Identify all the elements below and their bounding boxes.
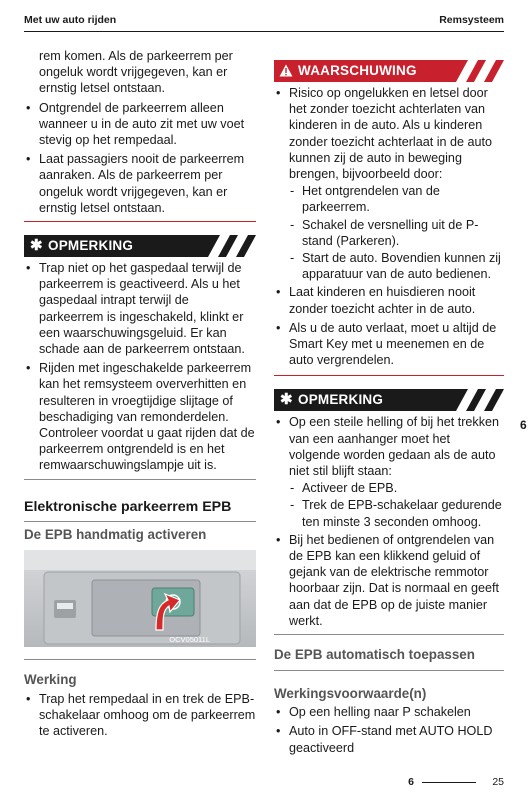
footer-rule bbox=[422, 782, 476, 783]
image-rule bbox=[24, 659, 256, 660]
warning-item-text: Risico op ongelukken en letsel door het zonder toezicht achterlaten van kinderen in de auto. Als u kinderen zonder toezicht achterlaat in de auto kunnen zij de auto in beweging brengen, bijvoorbeeld door: bbox=[289, 86, 493, 182]
note-end-rule bbox=[24, 479, 256, 480]
left-column bbox=[24, 48, 256, 739]
dash-item: - Het ontgrendelen van de parkeerrem. bbox=[289, 183, 504, 215]
note-end-rule bbox=[274, 634, 504, 635]
header-rule bbox=[24, 31, 504, 32]
footer-chapter: 6 bbox=[408, 776, 414, 788]
section-title-auto: De EPB automatisch toepassen bbox=[274, 647, 475, 663]
note-header bbox=[24, 235, 256, 257]
list-item: • Rijden met ingeschakelde parkeerrem kan het remsysteem oververhitten en resulteren in vroegtijdige slijtage of beschadiging van remonderdelen. Controleer voordat u gaat rijden dat de parkeerrem ontgrendeld is en het remwaarschuwingslampje uit is. bbox=[24, 360, 256, 473]
warning-triangle-icon bbox=[279, 64, 293, 77]
werking-title: Werking bbox=[24, 671, 77, 687]
warning-continuation-list bbox=[24, 48, 256, 216]
note-list bbox=[274, 414, 504, 629]
warning-dash-list bbox=[289, 183, 504, 282]
conditions-list bbox=[274, 704, 504, 756]
stripes-decoration bbox=[200, 235, 256, 257]
note-title: OPMERKING bbox=[48, 238, 134, 254]
dash-item: - Start de auto. Bovendien kunnen zij apparatuur van de auto bedienen. bbox=[289, 250, 504, 282]
warning-header bbox=[274, 60, 504, 82]
note-title: OPMERKING bbox=[298, 392, 384, 408]
stripes-decoration bbox=[448, 389, 504, 411]
warning-end-rule bbox=[24, 221, 256, 222]
section-title-epb: Elektronische parkeerrem EPB bbox=[24, 498, 232, 515]
chapter-side-tab: 6 bbox=[520, 418, 527, 432]
list-item: • Op een helling naar P schakelen bbox=[274, 704, 504, 720]
section-rule bbox=[274, 670, 504, 671]
list-item: • Ontgrendel de parkeerrem alleen wanneer u in de auto zit met uw voet stevig op het rempedaal. bbox=[24, 100, 256, 149]
section-rule bbox=[24, 521, 256, 522]
note-header bbox=[274, 389, 504, 411]
list-item bbox=[274, 414, 504, 529]
footer-page-number: 25 bbox=[492, 776, 504, 788]
asterisk-icon: ✱ bbox=[30, 237, 43, 255]
list-item: • Trap het rempedaal in en trek de EPB-schakelaar omhoog om de parkeerrem te activeren. bbox=[24, 691, 256, 740]
list-item bbox=[274, 85, 504, 282]
header-section-right: Remsysteem bbox=[439, 14, 504, 26]
list-item: • Trap niet op het gaspedaal terwijl de parkeerrem is geactiveerd. Als u het gaspedaal intrapt terwijl de parkeerrem is ingeschakeld, klinkt er een waarschuwingsgeluid. Er kan schade aan de parkeerrem ontstaan. bbox=[24, 260, 256, 357]
list-item: • Laat kinderen en huisdieren nooit zonder toezicht achter in de auto. bbox=[274, 284, 504, 316]
warning-end-rule bbox=[274, 375, 504, 376]
dash-item: - Trek de EPB-schakelaar gedurende ten minste 3 seconden omhoog. bbox=[289, 497, 504, 529]
asterisk-icon: ✱ bbox=[280, 391, 293, 409]
list-item: • Bij het bedienen of ontgrendelen van de EPB kan een klikkend geluid of gejank van de elektrische remmotor hoorbaar zijn. Dat is normaal en geeft aan dat de EPB op de juiste manier werkt. bbox=[274, 532, 504, 629]
list-item: • Auto in OFF-stand met AUTO HOLD geactiveerd bbox=[274, 723, 504, 755]
list-item: • Laat passagiers nooit de parkeerrem aanraken. Als de parkeerrem per ongeluk wordt vrijgegeven, kan er ernstig letsel ontstaan. bbox=[24, 151, 256, 216]
header-section-left: Met uw auto rijden bbox=[24, 14, 117, 26]
list-item: • Als u de auto verlaat, moet u altijd de Smart Key met u meenemen en de auto vergrendelen. bbox=[274, 320, 504, 369]
epb-switch-illustration bbox=[24, 550, 256, 647]
note-list bbox=[24, 260, 256, 474]
page-header bbox=[0, 0, 530, 34]
warning-title: WAARSCHUWING bbox=[298, 63, 417, 78]
dash-item: - Activeer de EPB. bbox=[289, 480, 504, 496]
subsection-title-manual: De EPB handmatig activeren bbox=[24, 526, 207, 542]
note-item-text: Op een steile helling of bij het trekken van een aanhanger moet het volgende worden gedaan als de auto niet stil blijft staan: bbox=[289, 415, 500, 479]
warning-list bbox=[274, 85, 504, 368]
subsection-title-conditions: Werkingsvoorwaarde(n) bbox=[274, 686, 427, 702]
note-dash-list bbox=[289, 480, 504, 530]
right-column bbox=[274, 60, 504, 756]
stripes-decoration bbox=[448, 60, 504, 82]
image-caption: OCV05011L bbox=[169, 634, 210, 644]
list-item: rem komen. Als de parkeerrem per ongeluk wordt vrijgegeven, kan er ernstig letsel ontstaan. bbox=[39, 49, 233, 96]
werking-list bbox=[24, 691, 256, 740]
dash-item: - Schakel de versnelling uit de P-stand (Parkeren). bbox=[289, 217, 504, 249]
epb-switch-photo bbox=[24, 550, 256, 647]
